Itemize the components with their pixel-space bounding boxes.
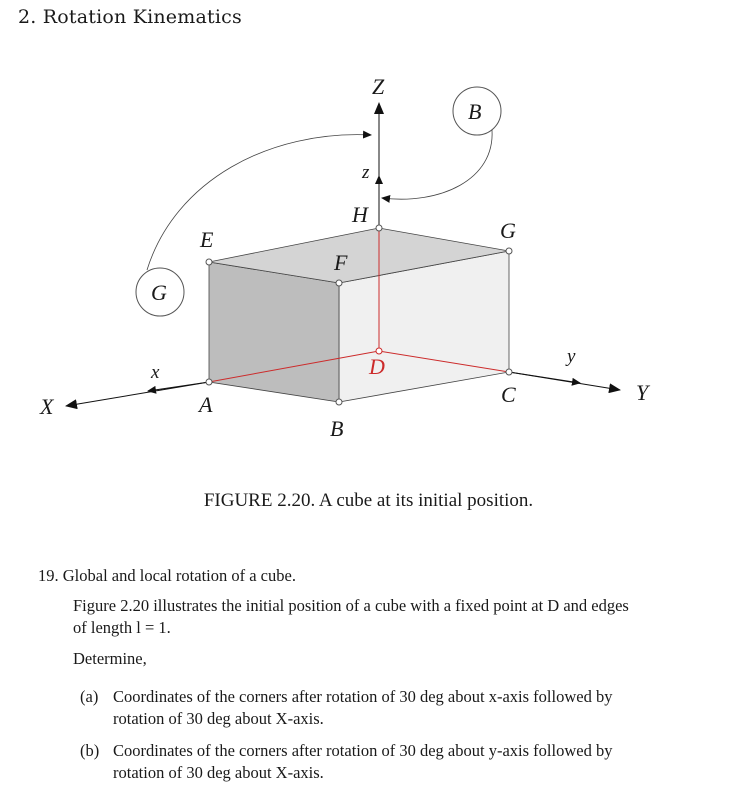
label-D: D xyxy=(369,354,385,379)
corner-b-dot xyxy=(336,399,342,405)
label-X: X xyxy=(40,394,54,419)
label-F: F xyxy=(334,250,348,275)
cube-left-face xyxy=(209,262,339,402)
local-x-axis xyxy=(148,382,209,391)
body-frame-connector xyxy=(382,130,492,199)
problem-paragraph: Figure 2.20 illustrates the initial position of a cube with a fixed point at D and edges of length l = 1. xyxy=(73,596,629,637)
label-A: A xyxy=(199,392,213,417)
label-E: E xyxy=(200,227,214,252)
problem-heading xyxy=(38,565,296,587)
corner-c-dot xyxy=(506,369,512,375)
label-H: H xyxy=(352,202,368,227)
corner-g-dot xyxy=(506,248,512,254)
label-Z: Z xyxy=(372,74,385,99)
corner-e-dot xyxy=(206,259,212,265)
determine-text: Determine, xyxy=(73,649,147,668)
corner-f-dot xyxy=(336,280,342,286)
label-y: y xyxy=(567,346,576,367)
corner-h-dot xyxy=(376,225,382,231)
global-frame-label: G xyxy=(151,280,167,305)
label-B: B xyxy=(330,416,344,441)
label-x: x xyxy=(151,362,160,383)
sub-question-b-text: Coordinates of the corners after rotation of 30 deg about y-axis followed by rotation of 30 deg about X-axis. xyxy=(113,741,613,782)
label-G: G xyxy=(500,218,516,243)
sub-question-a-tag: (a) xyxy=(80,687,99,706)
running-head: 2. Rotation Kinematics xyxy=(18,6,242,28)
label-C: C xyxy=(501,382,516,407)
label-z: z xyxy=(362,162,370,183)
figure-caption: FIGURE 2.20. A cube at its initial position. xyxy=(203,490,534,511)
problem-number: 19. xyxy=(38,566,59,585)
body-frame-label: B xyxy=(468,99,482,124)
label-Y: Y xyxy=(636,380,649,405)
local-y-axis xyxy=(509,372,580,383)
sub-question-b-tag: (b) xyxy=(80,741,100,760)
sub-question-a-text: Coordinates of the corners after rotation of 30 deg about x-axis followed by rotation of 30 deg about X-axis. xyxy=(113,687,613,728)
problem-title: Global and local rotation of a cube. xyxy=(62,566,296,585)
corner-a-dot xyxy=(206,379,212,385)
